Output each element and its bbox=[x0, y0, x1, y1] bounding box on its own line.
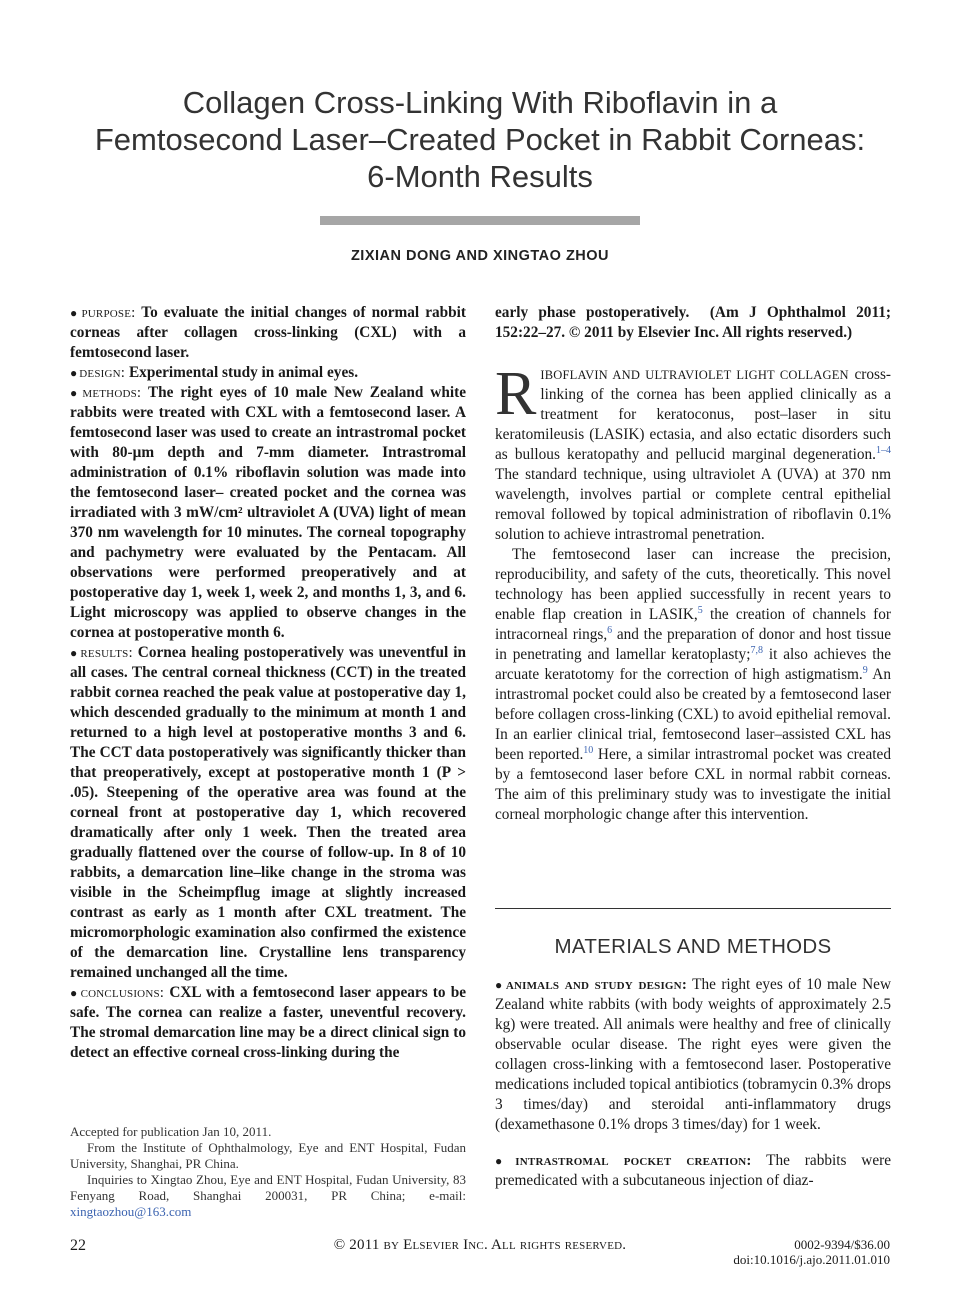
bullet-icon: ● bbox=[70, 986, 79, 1000]
bullet-icon: ● bbox=[495, 1154, 514, 1168]
intro-column bbox=[495, 303, 891, 825]
conclusions-text: CXL with a femtosecond laser appears to be safe. The cornea can realize a faster, uneventful recovery. The stromal demarcation line may be a direct clinical sign to detect an effective corneal cross-linking during the bbox=[70, 984, 466, 1061]
reference-link[interactable]: 9 bbox=[862, 664, 868, 676]
intro-text: The standard technique, using ultraviolet A (UVA) at 370 nm wavelength, involves partial or complete central epithelial removal followed by topical administration of riboflavin 0.1% solution to achieve intrastromal penetration. bbox=[495, 466, 891, 543]
purpose-label: purpose: bbox=[81, 305, 136, 321]
abstract-methods bbox=[70, 383, 466, 643]
bullet-icon: ● bbox=[70, 306, 80, 320]
methods-label: methods: bbox=[82, 385, 142, 401]
reference-link[interactable]: 1–4 bbox=[876, 444, 891, 456]
title-line: Collagen Cross-Linking With Riboflavin in a bbox=[182, 85, 778, 120]
abstract-results bbox=[70, 643, 466, 983]
intro-text: cross-linking of the cornea has been applied clinically as a treatment for keratoconus, post–laser in situ keratomileusis (LASIK) ectasia, and also ectatic disorders such as bullous keratopathy and pellucid marginal degeneration. bbox=[495, 366, 891, 463]
abstract-purpose bbox=[70, 303, 466, 363]
email-link[interactable]: xingtaozhou@163.com bbox=[70, 1204, 192, 1219]
methods-text: The right eyes of 10 male New Zealand white rabbits were treated with CXL with a femtosecond laser. A femtosecond laser was used to create an intrastromal pocket with 80-μm depth and 7-mm diameter. Intrastromal administration of 0.1% riboflavin solution was made into the femtosecond laser– created pocket and the cornea was irradiated with 3 mW/cm² ultraviolet A (UVA) light of mean 370 nm wavelength for 10 minutes. The corneal topography and pachymetry were evaluated by the Pentacam. All observations were performed preoperatively and at postoperative day 1, week 1, week 2, and months 1, 3, and 6. Light microscopy was applied to observe changes in the cornea at postoperative month 6. bbox=[70, 384, 466, 641]
pocket-paragraph bbox=[495, 1151, 891, 1191]
abstract-design bbox=[70, 363, 466, 383]
page-number: 22 bbox=[70, 1237, 86, 1254]
affiliation-note: From the Institute of Ophthalmology, Eye and ENT Hospital, Fudan University, Shanghai, PR China. bbox=[70, 1140, 466, 1171]
intro-text: the creation of channels for intracorneal rings, bbox=[495, 606, 892, 643]
design-label: design: bbox=[79, 365, 126, 381]
bullet-icon: ● bbox=[70, 646, 79, 660]
accepted-note: Accepted for publication Jan 10, 2011. bbox=[70, 1124, 272, 1139]
bullet-icon: ● bbox=[70, 366, 78, 380]
intro-text: An intrastromal pocket could also be created by a femtosecond laser before collagen cross-linking (CXL) to avoid epithelial removal. In an earlier clinical trial, femtosecond laser–assisted CXL has been reported. bbox=[495, 666, 891, 763]
results-text: Cornea healing postoperatively was uneventful in all cases. The central corneal thickness (CCT) in the treated rabbit cornea reached the peak value at postoperative day 1, which descended gradually to the minimum at month 1 and returned to a high level at postoperative months 3 and 6. The CCT data postoperatively was significantly thicker than that preoperatively, except at postoperative month 1 (P > .05). Steepening of the operative area was found at the corneal front at postoperative day 1, which recovered dramatically after only 1 week. Then the treated area gradually flattened over the course of follow-up. In 8 of 10 rabbits, a demarcation line–like change in the stroma was visible in the Scheimpflug image at slightly increased contrast as early as 1 month after CXL treatment. The micromorphologic examination also confirmed the existence of the demarcation line. Crystalline lens transparency remained unchanged all the time. bbox=[70, 644, 467, 981]
animals-paragraph bbox=[495, 975, 891, 1135]
abstract-conclusions bbox=[70, 983, 466, 1063]
abstract bbox=[70, 303, 466, 1063]
methods-section bbox=[495, 975, 891, 1191]
design-text: Experimental study in animal eyes. bbox=[125, 364, 359, 381]
pocket-label: intrastromal pocket creation: bbox=[515, 1153, 752, 1169]
doi: doi:10.1016/j.ajo.2011.01.010 bbox=[733, 1252, 890, 1267]
bullet-icon: ● bbox=[495, 978, 504, 992]
title-rule bbox=[320, 216, 640, 225]
inquiries-note bbox=[70, 1172, 466, 1220]
authors: ZIXIAN DONG AND XINGTAO ZHOU bbox=[350, 248, 610, 264]
section-heading: MATERIALS AND METHODS bbox=[554, 935, 832, 958]
issn: 0002-9394/$36.00 bbox=[794, 1237, 890, 1252]
title-line: Femtosecond Laser–Created Pocket in Rabbit Corneas: bbox=[94, 122, 866, 157]
conclusions-label: conclusions: bbox=[80, 985, 165, 1001]
drop-cap: R bbox=[495, 360, 537, 428]
intro-paragraph bbox=[495, 545, 891, 825]
pocket-text: The rabbits were premedicated with a subcutaneous injection of diaz- bbox=[495, 1152, 892, 1189]
conclusions-continued: early phase postoperatively. bbox=[495, 304, 690, 321]
article-ids bbox=[733, 1237, 890, 1267]
lead-caps: IBOFLAVIN AND ULTRAVIOLET LIGHT COLLAGEN bbox=[540, 368, 849, 382]
results-label: results: bbox=[80, 645, 133, 661]
animals-text: The right eyes of 10 male New Zealand white rabbits (with body weights of approximately 2.5 kg) were treated. All animals were healthy and free of clinically observable ocular disease. The right eyes were given the collagen cross-linking with a femtosecond laser. Postoperative medications included topical antibiotics (tobramycin 0.3% drops 3 times/day) and steroidal anti-inflammatory drugs (dexamethasone 0.1% drops 3 times/day) for 1 week. bbox=[495, 976, 892, 1133]
intro-text: it also achieves the arcuate keratotomy for the correction of high astigmatism. bbox=[495, 646, 891, 683]
intro-text: and the preparation of donor and host tissue in penetrating and lamellar keratoplasty; bbox=[495, 626, 891, 663]
article-notes bbox=[70, 1124, 466, 1220]
intro-paragraph bbox=[495, 360, 891, 545]
intro-text: Here, a similar intrastromal pocket was created by a femtosecond laser before CXL in normal rabbit corneas. The aim of this preliminary study was to investigate the initial corneal morphologic change after this intervention. bbox=[495, 746, 891, 823]
reference-link[interactable]: 10 bbox=[583, 744, 594, 756]
intro-text: The femtosecond laser can increase the precision, reproducibility, and safety of the cuts, theoretically. This novel technology has been applied successfully in recent years to enable flap creation in LASIK, bbox=[495, 546, 891, 623]
bullet-icon: ● bbox=[70, 386, 81, 400]
purpose-text: To evaluate the initial changes of normal rabbit corneas after collagen cross-linking (CXL) with a femtosecond laser. bbox=[70, 304, 467, 361]
inquiries-text: Inquiries to Xingtao Zhou, Eye and ENT Hospital, Fudan University, 83 Fenyang Road, Shanghai 200031, PR China; e-mail: bbox=[70, 1172, 466, 1203]
animals-label: animals and study design: bbox=[505, 977, 688, 993]
reference-link[interactable]: 6 bbox=[607, 624, 613, 636]
abstract-continuation bbox=[495, 303, 891, 343]
reference-link[interactable]: 7,8 bbox=[750, 644, 763, 656]
citation: (Am J Ophthalmol 2011; 152:22–27. © 2011 by Elsevier Inc. All rights reserved.) bbox=[495, 304, 892, 341]
title-line: 6-Month Results bbox=[367, 159, 593, 194]
section-divider bbox=[495, 908, 891, 909]
article-title bbox=[60, 84, 900, 195]
copyright-text: © 2011 by Elsevier Inc. All rights reserved. bbox=[333, 1237, 627, 1253]
reference-link[interactable]: 5 bbox=[697, 604, 703, 616]
